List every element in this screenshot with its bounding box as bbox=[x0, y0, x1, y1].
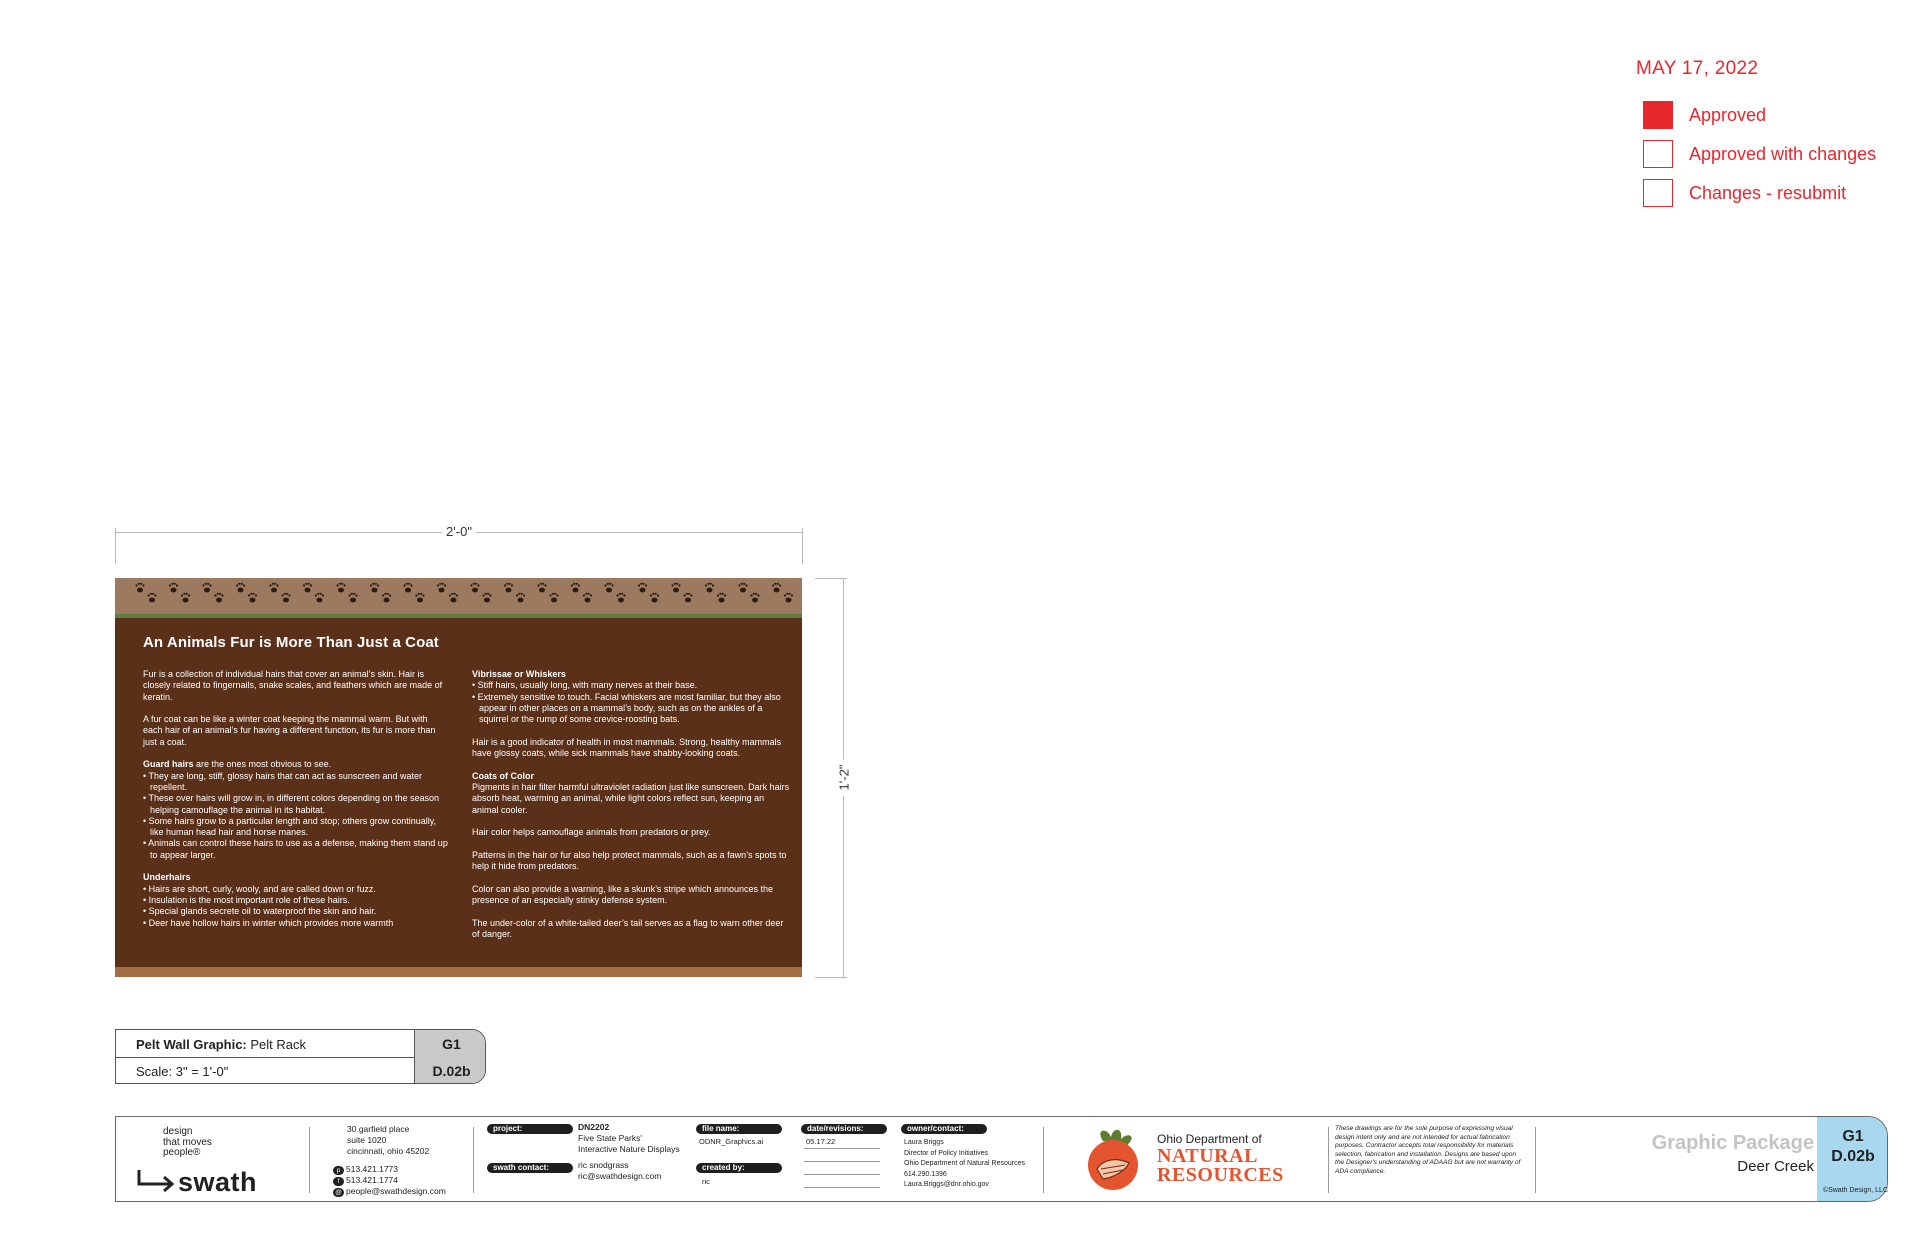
sheet-code-bottom: D.02b bbox=[432, 1063, 471, 1079]
email-row[interactable] bbox=[333, 1186, 446, 1197]
pelt-wall-panel bbox=[115, 578, 802, 977]
paw-print-icon bbox=[269, 583, 278, 593]
copyright-text: ©Swath Design, LLC bbox=[1822, 1187, 1888, 1194]
created-by-label: created by: bbox=[696, 1163, 782, 1173]
approval-option-approved[interactable] bbox=[1643, 101, 1766, 129]
paw-print-icon bbox=[315, 593, 324, 603]
paw-print-icon bbox=[214, 593, 223, 603]
drawing-title-block bbox=[115, 1029, 486, 1084]
swath-contact-label: swath contact: bbox=[487, 1163, 573, 1173]
approved-with-changes-label: Approved with changes bbox=[1689, 143, 1877, 164]
approved-label: Approved bbox=[1689, 104, 1767, 125]
address-line: 30 garfield place bbox=[347, 1124, 410, 1134]
footer-code-top: G1 bbox=[1842, 1128, 1864, 1145]
vibrissae-bullet: • Extremely sensitive to touch. Facial whiskers are most familiar, but they also appear in other places on a mammal’s body, such as on the ankles of a squirrel or the rump of some crevice-roosting bats. bbox=[472, 691, 781, 725]
paw-print-icon bbox=[449, 593, 458, 603]
sheet-code-top: G1 bbox=[442, 1036, 461, 1052]
fur-coat-paragraph: A fur coat can be like a winter coat keeping the mammal warm. But with each hair of an animal’s fur having a different function, its fur is more than just a coat. bbox=[143, 714, 436, 747]
odnr-line3: RESOURCES bbox=[1157, 1164, 1284, 1186]
email-icon: @ bbox=[333, 1188, 344, 1197]
swath-tagline bbox=[163, 1127, 212, 1159]
owner-email[interactable]: Laura.Briggs@dnr.ohio.gov bbox=[904, 1181, 989, 1188]
coats-of-color-heading: Coats of Color bbox=[472, 770, 534, 781]
project-name-line: Five State Parks' bbox=[578, 1133, 642, 1143]
swath-arrow-icon bbox=[136, 1168, 180, 1194]
guard-bullet: • These over hairs will grow in, in different colors depending on the season helping camouflage the animal in its habitat. bbox=[143, 793, 439, 815]
footer-separator bbox=[473, 1127, 474, 1193]
paw-print-icon bbox=[638, 583, 647, 593]
paw-print-icon bbox=[248, 593, 257, 603]
color-paragraph: Hair color helps camouflage animals from predators or prey. bbox=[472, 827, 711, 838]
panel-green-line bbox=[115, 614, 802, 618]
paw-print-icon bbox=[504, 583, 513, 593]
color-paragraph: Pigments in hair filter harmful ultraviolet radiation just like sunscreen. Dark hairs absorb heat, warming an animal, while light colors reflect sun, keeping an animal cooler. bbox=[472, 781, 790, 815]
height-dimension-tick-bottom bbox=[815, 977, 847, 978]
drawing-title bbox=[136, 1037, 306, 1052]
changes-resubmit-checkbox[interactable] bbox=[1643, 179, 1673, 207]
guard-bullet: • They are long, stiff, glossy hairs that can act as sunscreen and water repellent. bbox=[143, 770, 422, 792]
email-address[interactable]: people@swathdesign.com bbox=[346, 1186, 446, 1196]
graphic-package-title: Graphic Package bbox=[1651, 1132, 1814, 1154]
paw-print-icon bbox=[437, 583, 446, 593]
paw-print-icon bbox=[482, 593, 491, 603]
footer-code-bottom: D.02b bbox=[1831, 1148, 1875, 1165]
underhair-bullet: • Special glands secrete oil to waterproof the skin and hair. bbox=[143, 906, 377, 917]
address-line: cincinnati, ohio 45202 bbox=[347, 1146, 430, 1156]
paw-print-icon bbox=[784, 593, 793, 603]
paw-prints-pattern bbox=[115, 578, 802, 614]
revision-line bbox=[804, 1161, 880, 1162]
footer-separator bbox=[1328, 1127, 1329, 1193]
paw-print-icon bbox=[650, 593, 659, 603]
revision-line bbox=[804, 1174, 880, 1175]
paw-print-icon bbox=[236, 583, 245, 593]
odnr-line1: Ohio Department of bbox=[1157, 1132, 1262, 1146]
phone-number: 513.421.1773 bbox=[346, 1164, 398, 1174]
date-revisions-label: date/revisions: bbox=[801, 1124, 887, 1134]
panel-left-column bbox=[143, 669, 448, 929]
footer-separator bbox=[309, 1127, 310, 1193]
revision-line bbox=[804, 1187, 880, 1188]
swath-contact-list bbox=[333, 1164, 446, 1197]
paw-print-icon bbox=[772, 583, 781, 593]
color-paragraph: Color can also provide a warning, like a skunk’s stripe which announces the presence of an especially stinky defense system. bbox=[472, 883, 773, 905]
changes-resubmit-label: Changes - resubmit bbox=[1689, 182, 1847, 203]
fax-icon: f bbox=[333, 1177, 344, 1186]
fax-row[interactable] bbox=[333, 1175, 446, 1186]
paw-print-icon bbox=[537, 583, 546, 593]
height-dimension-label: 1'-2" bbox=[837, 760, 852, 796]
paw-print-icon bbox=[671, 583, 680, 593]
odnr-logo-icon bbox=[1081, 1125, 1147, 1195]
drawing-title-bold: Pelt Wall Graphic: bbox=[136, 1037, 247, 1052]
footer-separator bbox=[1043, 1127, 1044, 1193]
paw-print-icon bbox=[370, 583, 379, 593]
paw-print-icon bbox=[717, 593, 726, 603]
guard-hairs-heading: Guard hairs bbox=[143, 759, 194, 770]
tagline-line: people® bbox=[163, 1147, 201, 1158]
underhair-bullet: • Insulation is the most important role of these hairs. bbox=[143, 894, 350, 905]
color-paragraph: Patterns in the hair or fur also help protect mammals, such as a fawn’s spots to help it hide from predators. bbox=[472, 849, 787, 872]
paw-print-icon bbox=[516, 593, 525, 603]
paw-print-icon bbox=[415, 593, 424, 603]
project-name bbox=[578, 1133, 680, 1155]
health-paragraph: Hair is a good indicator of health in most mammals. Strong, healthy mammals have glossy coats, while sick mammals have shabby-looking coats. bbox=[472, 736, 782, 759]
owner-organization: Ohio Department of Natural Resources bbox=[904, 1160, 1025, 1167]
vibrissae-heading: Vibrissae or Whiskers bbox=[472, 669, 566, 679]
underhairs-heading: Underhairs bbox=[143, 872, 191, 883]
vibrissae-bullet: • Stiff hairs, usually long, with many nerves at their base. bbox=[472, 680, 698, 691]
approval-option-with-changes[interactable] bbox=[1643, 140, 1876, 168]
tagline-line: that moves bbox=[163, 1136, 212, 1148]
approved-checkbox[interactable] bbox=[1643, 101, 1673, 129]
owner-name: Laura Briggs bbox=[904, 1139, 944, 1146]
owner-phone: 614.290.1396 bbox=[904, 1170, 947, 1178]
color-paragraph: The under-color of a white-tailed deer’s tail serves as a flag to warn other deer of danger. bbox=[472, 917, 784, 939]
paw-print-icon bbox=[549, 593, 558, 603]
swath-address bbox=[347, 1124, 429, 1157]
paw-print-icon bbox=[738, 583, 747, 593]
paw-print-icon bbox=[750, 593, 759, 603]
created-by: ric bbox=[702, 1177, 710, 1186]
disclaimer-text: These drawings are for the sole purpose of expressing visual design intent only and are not intended for actual fabrication purposes. Contractor accepts total responsibility for materials selection, fabrication and installation. Designs are based upon the Designer's understanding of ADAAG but are not warranty of ADA compliance. bbox=[1335, 1125, 1521, 1175]
panel-title: An Animals Fur is More Than Just a Coat bbox=[143, 634, 439, 651]
underhair-bullet: • Deer have hollow hairs in winter which provides more warmth bbox=[143, 917, 394, 928]
guard-hairs-intro-text: are the ones most obvious to see. bbox=[193, 759, 332, 770]
drawing-title-rest: Pelt Rack bbox=[246, 1037, 307, 1052]
underhair-bullet: • Hairs are short, curly, wooly, and are called down or fuzz. bbox=[143, 883, 376, 894]
drawing-scale: Scale: 3" = 1'-0" bbox=[136, 1064, 229, 1079]
paw-print-icon bbox=[382, 593, 391, 603]
title-block-code-cell bbox=[414, 1030, 486, 1084]
tagline-line: design bbox=[163, 1126, 193, 1137]
footer-title-bar bbox=[115, 1116, 1888, 1202]
paw-print-icon bbox=[571, 583, 580, 593]
guard-hairs-intro bbox=[143, 759, 448, 770]
fax-number: 513.421.1774 bbox=[346, 1175, 398, 1185]
paw-print-icon bbox=[336, 583, 345, 593]
guard-bullet: • Animals can control these hairs to use as a defense, making them stand up to appear larger. bbox=[143, 838, 448, 860]
paw-print-icon bbox=[135, 583, 144, 593]
paw-print-icon bbox=[181, 593, 190, 603]
odnr-line2: NATURAL bbox=[1157, 1145, 1258, 1167]
paw-print-icon bbox=[470, 583, 479, 593]
paw-print-icon bbox=[202, 583, 211, 593]
paw-print-icon bbox=[303, 583, 312, 593]
date-value: 05.17.22 bbox=[806, 1137, 836, 1146]
swath-logo-text: swath bbox=[178, 1167, 258, 1197]
project-name-line: Interactive Nature Displays bbox=[578, 1144, 680, 1154]
approval-date: MAY 17, 2022 bbox=[1636, 58, 1759, 79]
phone-row[interactable] bbox=[333, 1164, 446, 1175]
owner-title: Director of Policy Initiatives bbox=[904, 1149, 989, 1157]
owner-contact bbox=[904, 1138, 1025, 1191]
paw-print-icon bbox=[147, 593, 156, 603]
swath-contact bbox=[578, 1160, 661, 1182]
phone-icon: p bbox=[333, 1166, 344, 1175]
address-line: suite 1020 bbox=[347, 1135, 387, 1145]
file-name-label: file name: bbox=[696, 1124, 782, 1134]
paw-print-icon bbox=[403, 583, 412, 593]
panel-top-band bbox=[115, 578, 802, 614]
height-dimension-tick-top bbox=[815, 578, 847, 579]
contact-email[interactable]: ric@swathdesign.com bbox=[578, 1171, 662, 1181]
file-name: ODNR_Graphics.ai bbox=[699, 1137, 764, 1146]
panel-right-column bbox=[472, 669, 790, 951]
paw-print-icon bbox=[604, 583, 613, 593]
width-dimension-label: 2'-0" bbox=[442, 524, 476, 539]
paw-print-icon bbox=[705, 583, 714, 593]
contact-name: ric snodgrass bbox=[578, 1160, 629, 1170]
guard-bullet: • Some hairs grow to a particular length and stop; others grow continually, like human head hair and horse manes. bbox=[143, 815, 437, 838]
paw-print-icon bbox=[683, 593, 692, 603]
paw-print-icon bbox=[348, 593, 357, 603]
project-label: project: bbox=[487, 1124, 573, 1134]
owner-contact-label: owner/contact: bbox=[901, 1124, 987, 1134]
panel-bottom-band bbox=[115, 967, 802, 977]
intro-paragraph: Fur is a collection of individual hairs that cover an animal’s skin. Hair is closely related to fingernails, snake scales, and feathers which are made of keratin. bbox=[143, 669, 443, 702]
footer-separator bbox=[1535, 1127, 1536, 1193]
paw-print-icon bbox=[583, 593, 592, 603]
approval-option-resubmit[interactable] bbox=[1643, 179, 1846, 207]
revision-line bbox=[804, 1148, 880, 1149]
paw-print-icon bbox=[281, 593, 290, 603]
graphic-package-subtitle: Deer Creek bbox=[1737, 1158, 1814, 1175]
paw-print-icon bbox=[169, 583, 178, 593]
project-code: DN2202 bbox=[578, 1122, 610, 1132]
paw-print-icon bbox=[616, 593, 625, 603]
approved-with-changes-checkbox[interactable] bbox=[1643, 140, 1673, 168]
